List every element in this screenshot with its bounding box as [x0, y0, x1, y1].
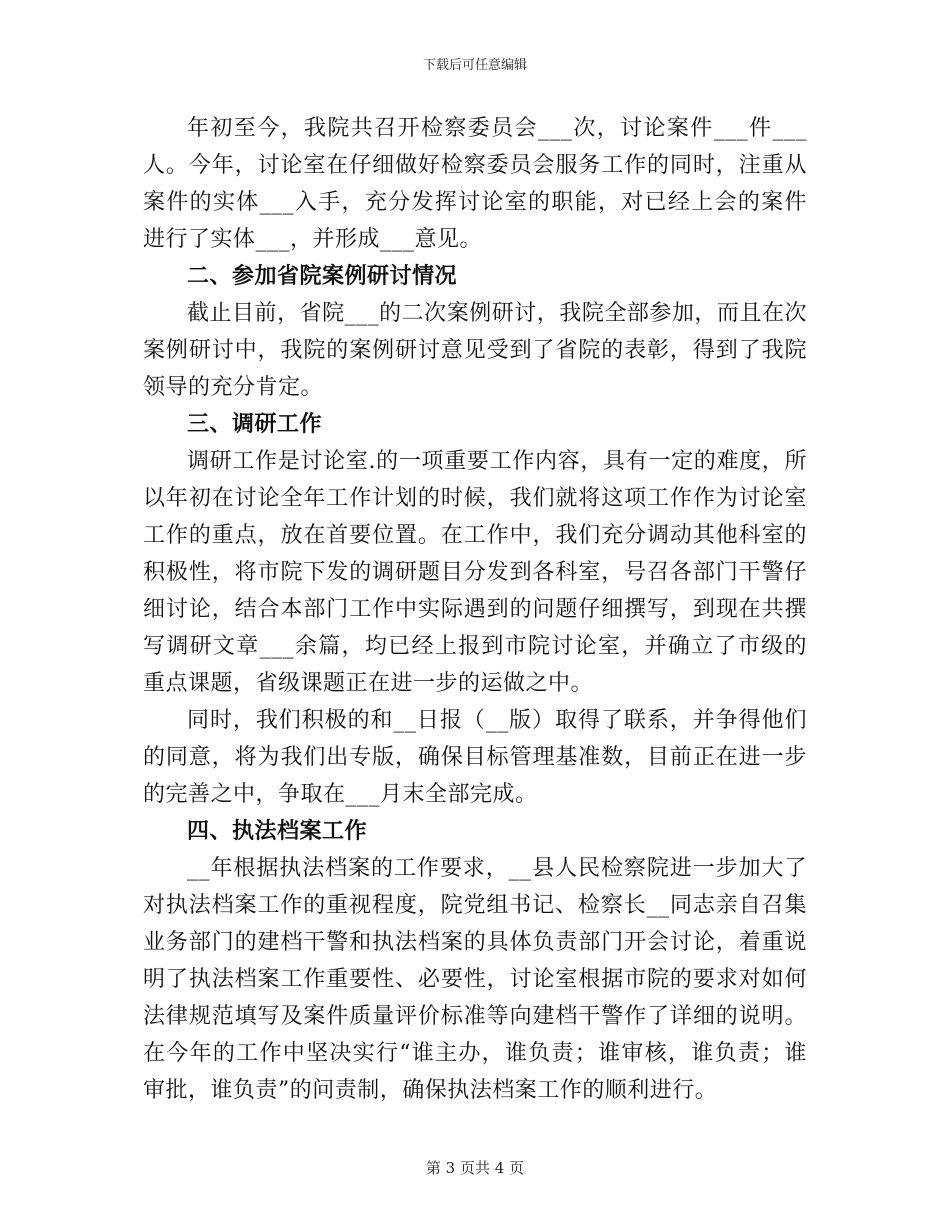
- paragraph-committee-meetings: 年初至今，我院共召开检察委员会___次，讨论案件___件___人。今年，讨论室在仔细做好检察委员会服务工作的同时，注重从案件的实体___入手，充分发挥讨论室的职能，对已经上会的案件进行了实体___，并形成___意见。: [143, 116, 807, 252]
- paragraph-case-seminar: 截止目前，省院___的二次案例研讨，我院全部参加，而且在次案例研讨中，我院的案例研讨意见受到了省院的表彰，得到了我院领导的充分肯定。: [143, 301, 807, 400]
- section-heading-case-seminar: 二、参加省院案例研讨情况: [187, 263, 458, 289]
- paragraph-research: 调研工作是讨论室.的一项重要工作内容，具有一定的难度，所以年初在讨论全年工作计划的时候，我们就将这项工作作为讨论室工作的重点，放在首要位置。在工作中，我们充分调动其他科室的积极性，将市院下发的调研题目分发到各科室，号召各部门干警仔细讨论，结合本部门工作中实际遇到的问题仔细撰写，到现在共撰写调研文章___余篇，均已经上报到市院讨论室，并确立了市级的重点课题，省级课题正在进一步的运做之中。: [143, 449, 807, 696]
- section-heading-law-enforcement-archives: 四、执法档案工作: [187, 818, 368, 844]
- paragraph-newspaper: 同时，我们积极的和__日报（__版）取得了联系，并争得他们的同意，将为我们出专版，确保目标管理基准数，目前正在进一步的完善之中，争取在___月末全部完成。: [143, 708, 807, 807]
- section-heading-research: 三、调研工作: [187, 411, 323, 437]
- page-header: 下载后可任意编辑: [422, 58, 527, 73]
- document-body: [143, 110, 807, 1109]
- page-footer: 第 3 页共 4 页: [425, 1159, 525, 1177]
- paragraph-law-enforcement-archives: __年根据执法档案的工作要求，__县人民检察院进一步加大了对执法档案工作的重视程度，院党组书记、检察长__同志亲自召集业务部门的建档干警和执法档案的具体负责部门开会讨论，着重说明了执法档案工作重要性、必要性，讨论室根据市院的要求对如何法律规范填写及案件质量评价标准等向建档干警作了详细的说明。在今年的工作中坚决实行“谁主办，谁负责；谁审核，谁负责；谁审批，谁负责”的问责制，确保执法档案工作的顺利进行。: [143, 856, 807, 1103]
